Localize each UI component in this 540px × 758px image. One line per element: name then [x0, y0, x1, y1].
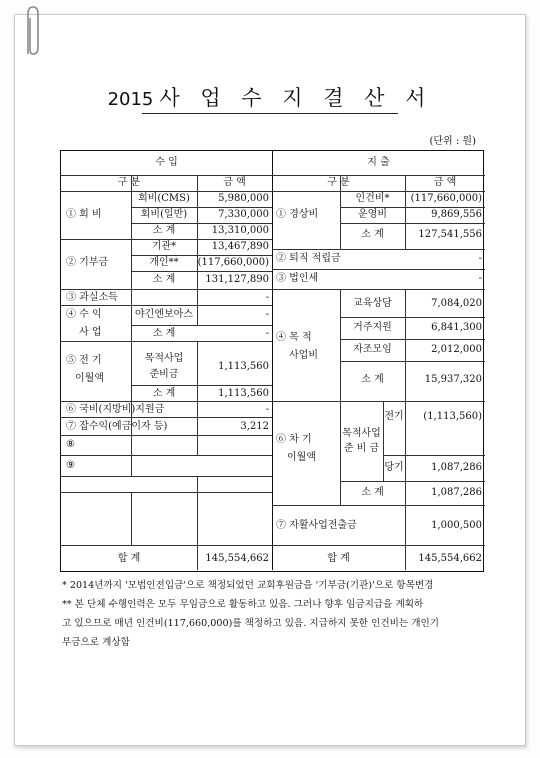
income-business-subtotal: -	[265, 328, 269, 339]
income-subsidy-amount: -	[265, 404, 269, 415]
expense-col-category: 구 분	[327, 177, 350, 188]
center-divider	[272, 151, 273, 570]
title-text: 사 업 수 지 결 산 서	[159, 86, 433, 110]
footnote-2-line-3: 부금으로 계상함	[62, 637, 130, 648]
income-col-amount: 금 액	[223, 177, 246, 188]
expense-ops-amount: 9,869,556	[431, 209, 482, 220]
income-business-item-amount: -	[265, 309, 269, 320]
expense-header: 지 출	[367, 157, 390, 168]
income-org-amount: 13,467,890	[211, 241, 269, 252]
income-membership-subtotal: 13,310,000	[211, 225, 269, 236]
expense-col-amount: 금 액	[433, 177, 457, 188]
document-title	[0, 82, 540, 112]
expense-selfhelp-label: 자조모임	[353, 344, 392, 355]
expense-carryforward-prev-label: 전기	[384, 411, 404, 422]
income-header: 수 입	[155, 157, 178, 168]
expense-corp-tax-amount: -	[478, 273, 482, 284]
income-carryover-label-2: 이월액	[75, 373, 104, 384]
income-membership-label: ① 회 비	[66, 209, 102, 220]
expense-carryforward-item-label-1: 목적사업	[342, 428, 381, 439]
settlement-table	[60, 150, 484, 572]
income-total-amount: 145,554,662	[205, 553, 269, 564]
expense-transfer-label: ⑦ 자활사업전출금	[276, 520, 357, 531]
income-donations-subtotal: 131,127,890	[205, 274, 269, 285]
expense-carryforward-prev-amount: (1,113,560)	[423, 411, 482, 422]
expense-purpose-label-1: ④ 목 적	[276, 332, 312, 343]
expense-ops-label: 운영비	[358, 209, 387, 220]
income-carryover-item-label-2: 준비금	[149, 369, 179, 380]
expense-purpose-subtotal-label: 소 계	[361, 374, 384, 385]
expense-operating-subtotal: 127,541,556	[418, 229, 482, 240]
income-cms-amount: 5,980,000	[218, 193, 269, 204]
income-donations-label: ② 기부금	[66, 257, 109, 268]
expense-housing-amount: 6,841,300	[431, 322, 482, 333]
paperclip-icon	[20, 4, 44, 60]
expense-carryforward-item-label-2: 준 비 금	[343, 443, 380, 454]
expense-carryforward-curr-amount: 1,087,286	[431, 462, 482, 473]
expense-operating-subtotal-label: 소 계	[361, 229, 384, 240]
income-business-item-label: 야긴엔보아스	[135, 309, 193, 320]
expense-carryforward-label-2: 이월액	[287, 452, 316, 463]
income-carryover-item-label-1: 목적사업	[144, 353, 184, 364]
unit-label: (단위 : 원)	[429, 136, 476, 147]
expense-total-label: 합 계	[327, 553, 350, 564]
expense-carryforward-label-1: ⑥ 차 기	[276, 434, 312, 445]
income-business-label-2: 사 업	[79, 327, 102, 338]
expense-selfhelp-amount: 2,012,000	[431, 344, 482, 355]
footnote-1: * 2014년까지 '모법인전입금'으로 책정되었던 교회후원금을 '기부금(기관)'으로 항목변경	[62, 580, 434, 591]
expense-retirement-amount: -	[478, 253, 482, 264]
expense-housing-label: 거주지원	[353, 322, 392, 333]
income-overdue-label: ③ 과실소득	[66, 292, 118, 303]
income-business-label-1: ④ 수 익	[66, 309, 102, 320]
expense-carryforward-curr-label: 당기	[384, 462, 404, 473]
income-carryover-label-1: ⑤ 전 기	[66, 355, 102, 366]
expense-retirement-label: ② 퇴직 적립금	[276, 253, 341, 264]
income-carryover-item-amount: 1,113,560	[218, 361, 269, 372]
income-misc-amount: 3,212	[240, 421, 269, 432]
income-personal-amount: (117,660,000)	[197, 257, 269, 268]
income-row9-label: ⑨	[66, 460, 75, 471]
income-business-subtotal-label: 소 계	[152, 328, 176, 339]
expense-counsel-amount: 7,084,020	[431, 298, 482, 309]
expense-carryforward-subtotal-label: 소 계	[361, 487, 384, 498]
expense-labor-amount: (117,660,000)	[410, 193, 482, 204]
income-carryover-subtotal-label: 소 계	[152, 388, 176, 399]
income-cms-label: 회비(CMS)	[138, 193, 190, 204]
income-membership-subtotal-label: 소 계	[152, 225, 176, 236]
footnote-2-line-2: 고 있으므로 매년 인건비(117,660,000)를 책정하고 있음. 지급하지 못한 인건비는 개인기	[62, 618, 440, 629]
expense-purpose-subtotal: 15,937,320	[424, 374, 482, 385]
expense-counsel-label: 교육상담	[353, 298, 392, 309]
income-overdue-amount: -	[265, 292, 269, 303]
title-year: 2015	[107, 89, 154, 110]
income-row8-label: ⑧	[66, 439, 75, 450]
expense-corp-tax-label: ③ 법인세	[276, 273, 319, 284]
income-personal-label: 개인**	[149, 257, 179, 268]
income-general-label: 회비(일반)	[140, 209, 188, 220]
income-subsidy-label: ⑥ 국비(지방비)지원금	[66, 404, 165, 415]
expense-transfer-amount: 1,000,500	[431, 520, 482, 531]
footnote-2-line-1: ** 본 단체 수행인력은 모두 무임금으로 활동하고 있음. 그러나 향후 임금지급을 계획하	[62, 599, 424, 610]
income-total-label: 합 계	[117, 553, 141, 564]
income-donations-subtotal-label: 소 계	[152, 274, 176, 285]
income-col-category: 구 분	[117, 177, 141, 188]
income-misc-label: ⑦ 잡수익(예금이자 등)	[66, 421, 168, 432]
title-underline	[142, 113, 398, 114]
expense-labor-label: 인건비*	[355, 193, 390, 204]
expense-total-amount: 145,554,662	[418, 553, 482, 564]
expense-operating-label: ① 경상비	[276, 209, 319, 220]
expense-purpose-label-2: 사업비	[289, 350, 318, 361]
expense-carryforward-subtotal: 1,087,286	[431, 487, 482, 498]
footnotes	[62, 576, 492, 652]
income-carryover-subtotal: 1,113,560	[218, 388, 269, 399]
income-general-amount: 7,330,000	[218, 209, 269, 220]
income-org-label: 기관*	[151, 241, 177, 252]
